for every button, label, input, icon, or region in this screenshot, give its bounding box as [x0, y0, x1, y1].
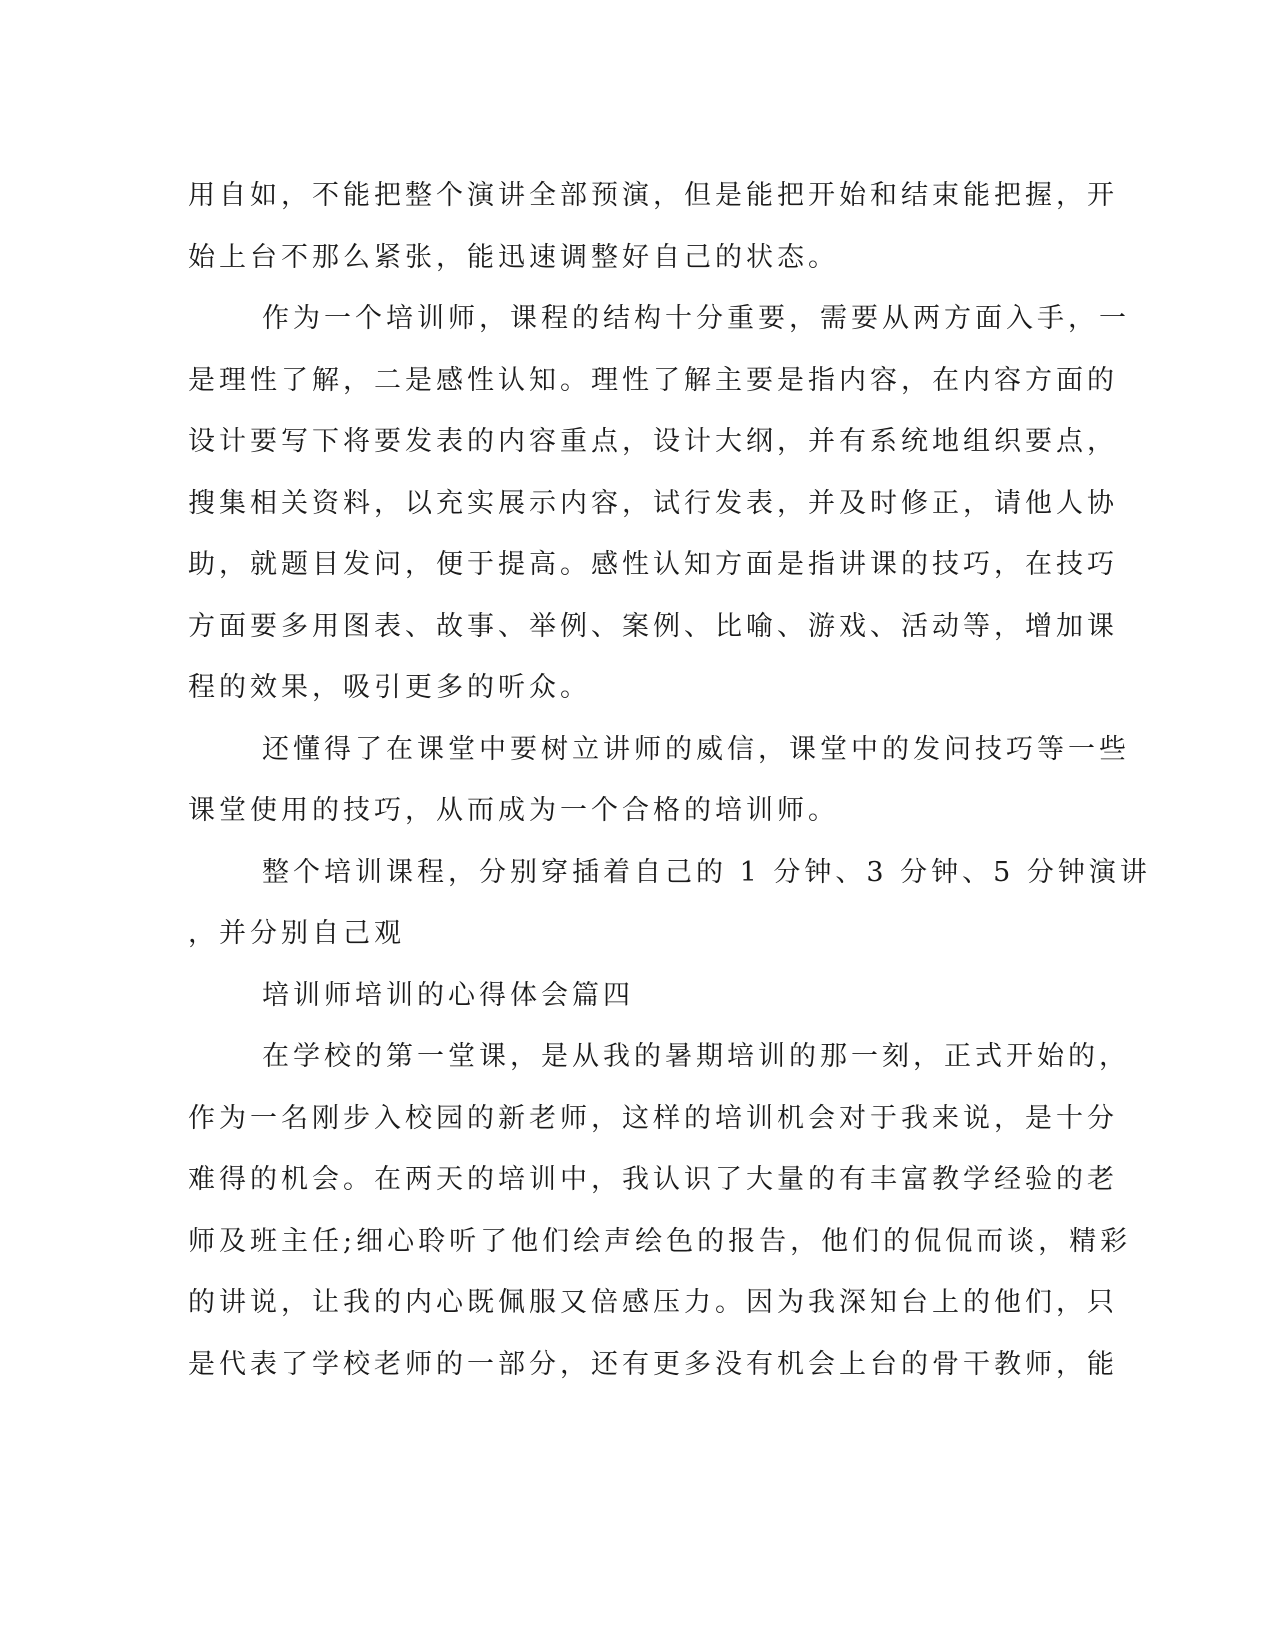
- document-body: [188, 165, 1151, 1395]
- text-line: 在学校的第一堂课，是从我的暑期培训的那一刻，正式开始的，: [262, 1041, 1130, 1072]
- text-line: 用自如，不能把整个演讲全部预演，但是能把开始和结束能把握，开: [188, 180, 1118, 211]
- text-line: 助，就题目发问，便于提高。感性认知方面是指讲课的技巧，在技巧: [188, 549, 1118, 580]
- text-line: 是理性了解，二是感性认知。理性了解主要是指内容，在内容方面的: [188, 364, 1118, 396]
- text-line: 师及班主任;细心聆听了他们绘声绘色的报告，他们的侃侃而谈，精彩: [188, 1225, 1132, 1257]
- text-line: 整个培训课程，分别穿插着自己的 1 分钟、3 分钟、5 分钟演讲: [262, 856, 1151, 888]
- text-line: ，并分别自己观: [188, 918, 405, 949]
- text-line: 设计要写下将要发表的内容重点，设计大纲，并有系统地组织要点，: [188, 426, 1118, 457]
- text-line: 难得的机会。在两天的培训中，我认识了大量的有丰富教学经验的老: [188, 1164, 1118, 1195]
- text-line: 作为一名刚步入校园的新老师，这样的培训机会对于我来说，是十分: [188, 1102, 1118, 1134]
- section-heading: 培训师培训的心得体会篇四: [262, 979, 634, 1011]
- text-line: 课堂使用的技巧，从而成为一个合格的培训师。: [188, 795, 839, 826]
- text-line: 还懂得了在课堂中要树立讲师的威信，课堂中的发问技巧等一些: [262, 733, 1130, 765]
- text-line: 程的效果，吸引更多的听众。: [188, 672, 591, 703]
- text-line: 是代表了学校老师的一部分，还有更多没有机会上台的骨干教师，能: [188, 1348, 1118, 1380]
- text-line: 作为一个培训师，课程的结构十分重要，需要从两方面入手，一: [262, 303, 1130, 334]
- text-line: 搜集相关资料，以充实展示内容，试行发表，并及时修正，请他人协: [188, 487, 1118, 519]
- text-line: 始上台不那么紧张，能迅速调整好自己的状态。: [188, 241, 839, 273]
- text-line: 的讲说，让我的内心既佩服又倍感压力。因为我深知台上的他们，只: [188, 1287, 1118, 1318]
- text-line: 方面要多用图表、故事、举例、案例、比喻、游戏、活动等，增加课: [188, 610, 1118, 642]
